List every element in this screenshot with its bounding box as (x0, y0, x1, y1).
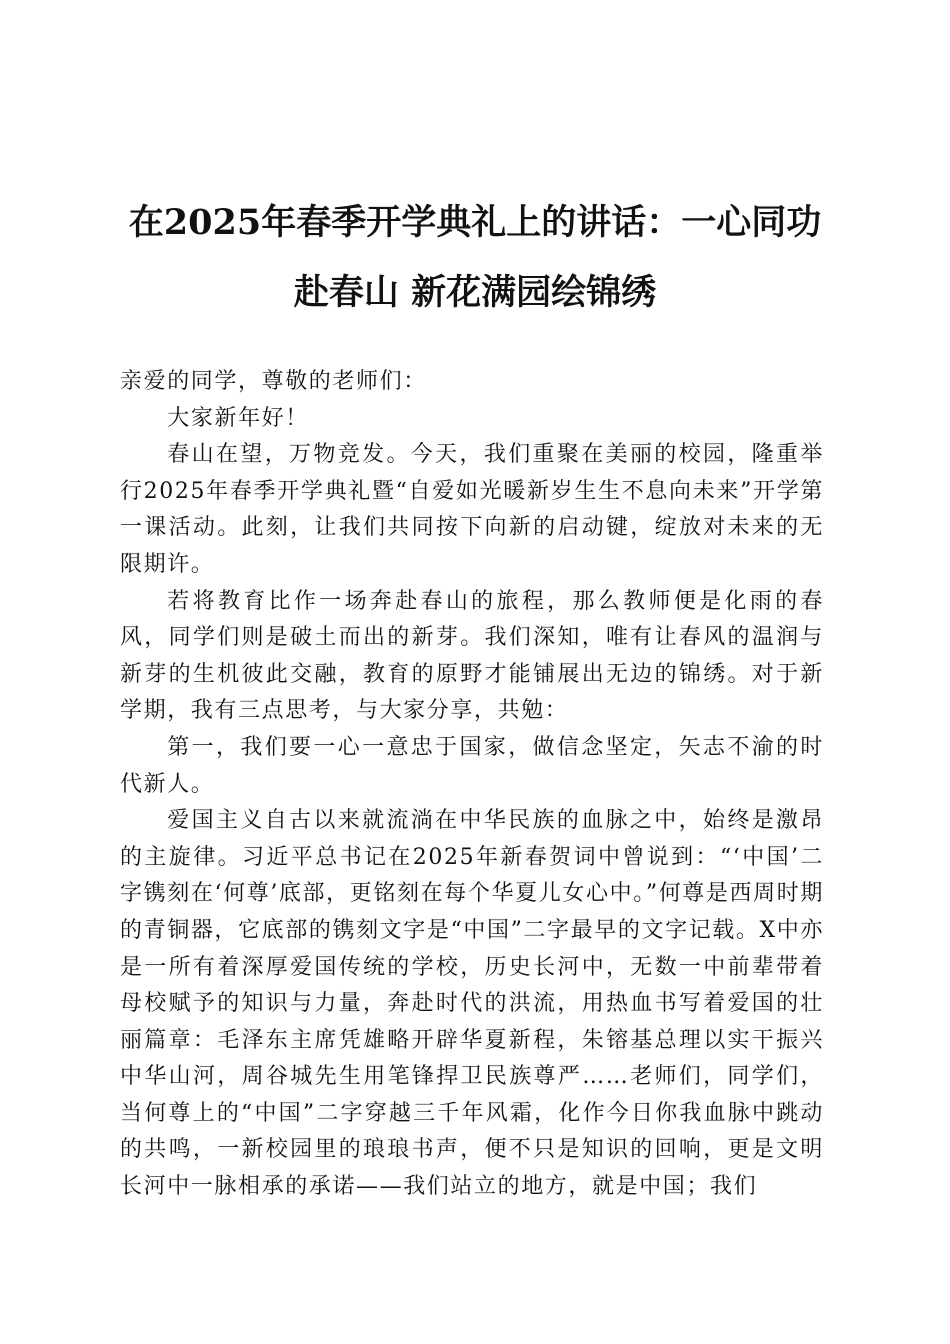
paragraph-patriotism: 爱国主义自古以来就流淌在中华民族的血脉之中，始终是激昂的主旋律。习近平总书记在2025年新春贺词中曾说到：“‘中国’二字镌刻在‘何尊’底部，更铭刻在每个华夏儿女心中。”何尊是西周时期的青铜器，它底部的镌刻文字是“中国”二字最早的文字记载。X中亦是一所有着深厚爱国传统的学校，历史长河中，无数一中前辈带着母校赋予的知识与力量，奔赴时代的洪流，用热血书写着爱国的壮丽篇章：毛泽东主席凭雄略开辟华夏新程，朱镕基总理以实干振兴中华山河，周谷城先生用笔锋捍卫民族尊严……老师们，同学们，当何尊上的“中国”二字穿越三千年风霜，化作今日你我血脉中跳动的共鸣，一新校园里的琅琅书声，便不只是知识的回响，更是文明长河中一脉相承的承诺——我们站立的地方，就是中国；我们 (120, 808, 824, 1200)
title-line-1: 在2025年春季开学典礼上的讲话：一心同功 (128, 202, 822, 243)
paragraph-point-one: 第一，我们要一心一意忠于国家，做信念坚定，矢志不渝的时代新人。 (120, 734, 824, 797)
document-title (110, 188, 840, 328)
document-body (120, 364, 824, 1206)
salutation: 亲爱的同学，尊敬的老师们： (120, 369, 427, 394)
paragraph-opening: 春山在望，万物竞发。今天，我们重聚在美丽的校园，隆重举行2025年春季开学典礼暨“自爱如光暖新岁生生不息向未来”开学第一课活动。此刻，让我们共同按下向新的启动键，绽放对未来的无限期许。 (120, 442, 824, 577)
paragraph-education-metaphor: 若将教育比作一场奔赴春山的旅程，那么教师便是化雨的春风，同学们则是破土而出的新芽。我们深知，唯有让春风的温润与新芽的生机彼此交融，教育的原野才能铺展出无边的锦绣。对于新学期，我有三点思考，与大家分享，共勉： (120, 588, 824, 724)
title-line-2: 赴春山 新花满园绘锦绣 (293, 272, 657, 313)
paragraph-greeting: 大家新年好！ (167, 405, 309, 431)
